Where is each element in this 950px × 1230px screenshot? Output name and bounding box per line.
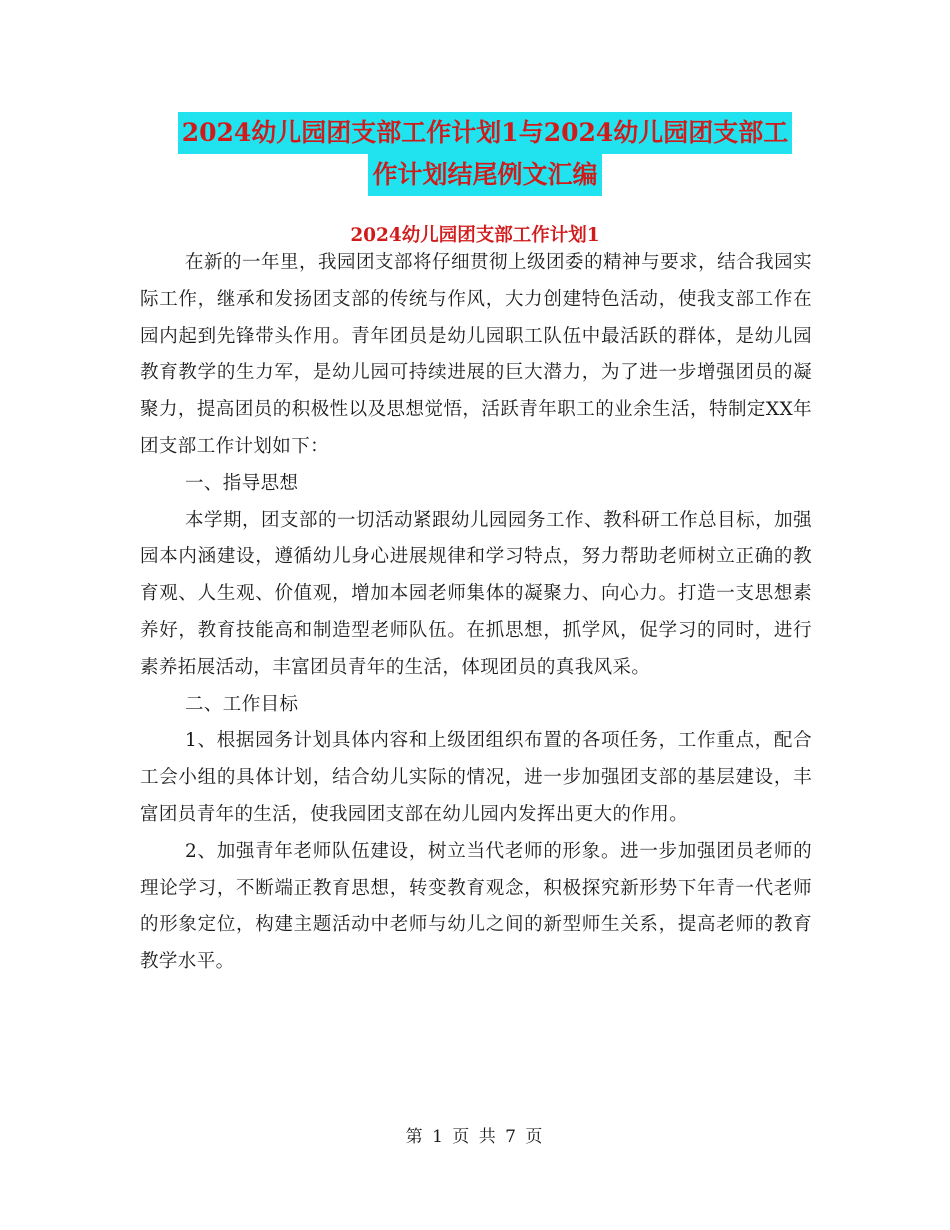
paragraph-goal-1: 1、根据园务计划具体内容和上级团组织布置的各项任务，工作重点，配合工会小组的具体计划，结合幼儿实际的情况，进一步加强团支部的基层建设，丰富团员青年的生活，使我园团支部在幼儿园内发挥出更大的作用。 bbox=[140, 730, 812, 825]
document-body bbox=[140, 245, 812, 981]
title-line-1: 2024幼儿园团支部工作计划1与2024幼儿园团支部工 bbox=[178, 112, 793, 154]
paragraph-guiding-ideology: 本学期，团支部的一切活动紧跟幼儿园园务工作、教科研工作总目标，加强园本内涵建设，遵循幼儿身心进展规律和学习特点，努力帮助老师树立正确的教育观、人生观、价值观，增加本园老师集体的凝聚力、向心力。打造一支思想素养好，教育技能高和制造型老师队伍。在抓思想，抓学风，促学习的同时，进行素养拓展活动，丰富团员青年的生活，体现团员的真我风采。 bbox=[140, 509, 812, 678]
title-line-2: 作计划结尾例文汇编 bbox=[368, 154, 601, 196]
heading-work-goals: 二、工作目标 bbox=[185, 693, 299, 715]
paragraph-intro: 在新的一年里，我园团支部将仔细贯彻上级团委的精神与要求，结合我园实际工作，继承和发扬团支部的传统与作风，大力创建特色活动，使我支部工作在园内起到先锋带头作用。青年团员是幼儿园职工队伍中最活跃的群体，是幼儿园教育教学的生力军，是幼儿园可持续进展的巨大潜力，为了进一步增强团员的凝聚力，提高团员的积极性以及思想觉悟，活跃青年职工的业余生活，特制定XX年团支部工作计划如下： bbox=[140, 252, 812, 457]
page-footer: 第 1 页 共 7 页 bbox=[405, 1127, 545, 1147]
document-title bbox=[160, 112, 810, 196]
paragraph-goal-2: 2、加强青年老师队伍建设，树立当代老师的形象。进一步加强团员老师的理论学习，不断端正教育思想，转变教育观念，积极探究新形势下年青一代老师的形象定位，构建主题活动中老师与幼儿之间的新型师生关系，提高老师的教育教学水平。 bbox=[140, 840, 812, 973]
heading-guiding-ideology: 一、指导思想 bbox=[185, 472, 299, 494]
section-heading: 2024幼儿园团支部工作计划1 bbox=[350, 225, 600, 246]
